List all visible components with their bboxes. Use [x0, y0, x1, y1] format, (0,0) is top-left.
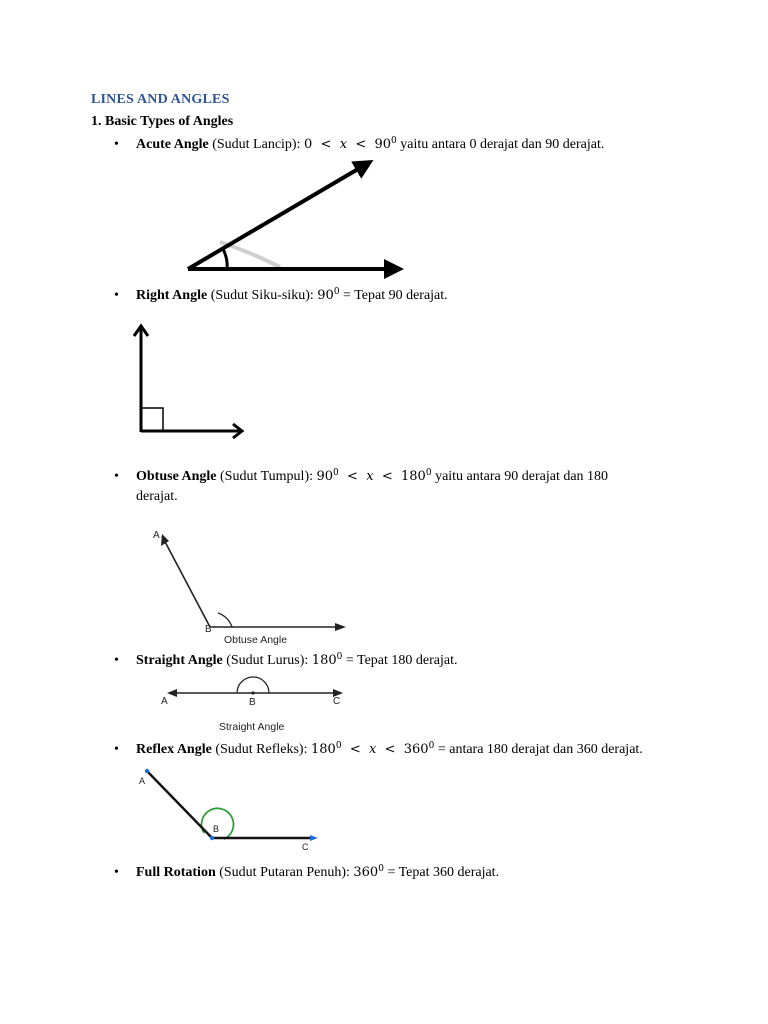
term-obtuse: Obtuse Angle: [136, 469, 217, 484]
obtuse-angle-figure: [148, 524, 358, 648]
point-a-dot: [145, 769, 149, 773]
obtuse-arc: [218, 613, 232, 627]
local-acute: (Sudut Lancip):: [212, 137, 301, 152]
item-obtuse-angle: [136, 467, 608, 487]
math-right: $90^0$: [317, 287, 340, 303]
local-obtuse: (Sudut Tumpul):: [220, 469, 313, 484]
math-full-rotation: $360^0$: [353, 864, 384, 880]
math-reflex: $180^0 < x < 360^0$: [310, 741, 435, 757]
desc-reflex: = antara 180 derajat dan 360 derajat.: [437, 742, 643, 757]
bullet-acute: •: [114, 137, 119, 152]
term-reflex: Reflex Angle: [136, 742, 212, 757]
math-acute: $0 < x < 90^0$: [303, 136, 397, 152]
label-point-c: C: [333, 696, 341, 707]
term-straight: Straight Angle: [136, 653, 223, 668]
bullet-reflex: •: [114, 742, 119, 757]
acute-ray-upper: [188, 162, 370, 269]
bullet-full-rotation: •: [114, 865, 119, 880]
right-angle-figure: [130, 320, 250, 442]
term-full-rotation: Full Rotation: [136, 865, 216, 880]
label-point-b: B: [249, 697, 256, 708]
straight-caption: Straight Angle: [219, 721, 285, 733]
desc-right: = Tepat 90 derajat.: [343, 288, 448, 303]
label-point-b: B: [205, 624, 212, 635]
item-reflex-angle: [136, 740, 643, 760]
arrow-right-icon: [335, 623, 346, 631]
obtuse-ray-ba: [162, 536, 210, 627]
label-point-b: B: [213, 824, 220, 834]
item-right-angle: [136, 286, 448, 306]
label-point-c: C: [302, 842, 309, 852]
math-straight: $180^0$: [311, 652, 343, 668]
obtuse-caption: Obtuse Angle: [224, 634, 288, 646]
section-heading: 1. Basic Types of Angles: [91, 114, 234, 129]
acute-arc: [223, 249, 227, 269]
bullet-straight: •: [114, 653, 119, 668]
bullet-right: •: [114, 288, 119, 303]
page-title: LINES AND ANGLES: [91, 92, 230, 107]
arrow-left-icon: [167, 689, 177, 697]
desc-straight: = Tepat 180 derajat.: [345, 653, 458, 668]
reflex-angle-figure: [134, 762, 334, 858]
desc-acute: yaitu antara 0 derajat dan 90 derajat.: [400, 137, 605, 152]
arrow-up-left-icon: [161, 534, 169, 546]
item-full-rotation: [136, 863, 499, 883]
bullet-obtuse: •: [114, 469, 119, 484]
desc-full-rotation: = Tepat 360 derajat.: [387, 865, 500, 880]
local-reflex: (Sudut Refleks):: [215, 742, 308, 757]
acute-angle-figure: [180, 152, 410, 280]
right-angle-square: [141, 408, 163, 431]
math-obtuse: $90^0 < x < 180^0$: [316, 468, 432, 484]
label-point-a: A: [139, 776, 146, 786]
desc-obtuse-cont: derajat.: [136, 489, 178, 504]
straight-arc: [237, 677, 269, 693]
point-b-dot: [210, 836, 214, 840]
item-straight-angle: [136, 651, 457, 671]
term-acute: Acute Angle: [136, 137, 209, 152]
label-point-a: A: [153, 530, 160, 541]
local-full-rotation: (Sudut Putaran Penuh):: [219, 865, 350, 880]
vertex-point: [251, 691, 254, 694]
label-point-a: A: [161, 696, 168, 707]
term-right: Right Angle: [136, 288, 208, 303]
arrow-right-icon: [310, 835, 318, 841]
local-straight: (Sudut Lurus):: [226, 653, 309, 668]
desc-obtuse: yaitu antara 90 derajat dan 180: [435, 469, 609, 484]
local-right: (Sudut Siku-siku):: [210, 288, 314, 303]
reflex-ray-ba: [146, 770, 212, 838]
straight-angle-figure: [155, 672, 355, 738]
